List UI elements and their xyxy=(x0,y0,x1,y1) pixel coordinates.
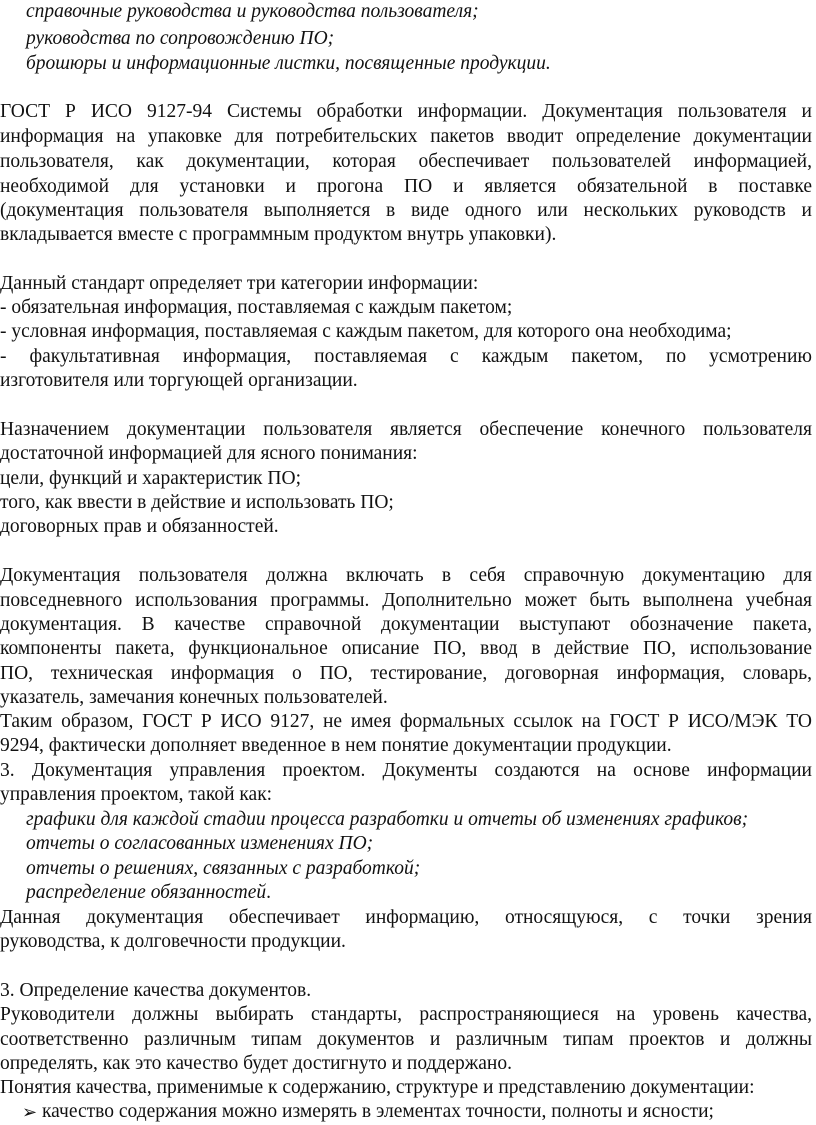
paragraph-line: (документация пользователя выполняется в виде одного или нескольких руководств и xyxy=(0,200,812,221)
list-item: - обязательная информация, поставляемая с каждым пакетом; xyxy=(0,297,513,318)
paragraph-line: повседневного использования программы. Дополнительно может быть выполнена учебная xyxy=(0,590,812,611)
paragraph-line: ГОСТ Р ИСО 9127-94 Системы обработки информации. Документация пользователя и xyxy=(0,101,812,122)
paragraph-line: Назначением документации пользователя является обеспечение конечного пользователя xyxy=(0,419,812,440)
list-item: - факультативная информация, поставляемая с каждым пакетом, по усмотрению xyxy=(0,346,812,367)
paragraph-line: 9294, фактически дополняет введенное в нем понятие документации продукции. xyxy=(0,735,672,756)
paragraph-line: документация. В качестве справочной документации выступают обозначение пакета, xyxy=(0,614,812,635)
list-item-period: . xyxy=(266,882,272,903)
paragraph-line: Таким образом, ГОСТ Р ИСО 9127, не имея формальных ссылок на ГОСТ Р ИСО/МЭК ТО xyxy=(0,711,812,732)
list-item: цели, функций и характеристик ПО; xyxy=(0,468,301,489)
paragraph-line: информация на упаковке для потребительских пакетов вводит определение документации xyxy=(0,126,812,147)
paragraph-line: изготовителя или торгующей организации. xyxy=(0,370,358,391)
paragraph-line: Руководители должны выбирать стандарты, распространяющиеся на уровень качества, xyxy=(0,1004,812,1025)
list-item: - условная информация, поставляемая с каждым пакетом, для которого она необходима; xyxy=(0,321,732,342)
list-item-text: распределение обязанностей xyxy=(26,882,267,903)
paragraph-line: соответственно различным типам документов и различным типам проектов и должны xyxy=(0,1029,812,1050)
list-item: справочные руководства и руководства пользователя; xyxy=(26,1,479,22)
list-item: договорных прав и обязанностей. xyxy=(0,516,279,537)
paragraph-line: 3. Документация управления проектом. Документы создаются на основе информации xyxy=(0,760,812,781)
paragraph-line: Документация пользователя должна включать в себя справочную документацию для xyxy=(0,565,812,586)
paragraph-line: необходимой для установки и прогона ПО и является обязательной в поставке xyxy=(0,176,812,197)
paragraph-line: компоненты пакета, функциональное описание ПО, ввод в действие ПО, использование xyxy=(0,638,812,659)
paragraph-line: управления проектом, такой как: xyxy=(0,784,273,805)
section-heading: 3. Определение качества документов. xyxy=(0,980,312,1001)
list-item: графики для каждой стадии процесса разработки и отчеты об изменениях графиков; xyxy=(26,809,749,830)
list-item: отчеты о согласованных изменениях ПО; xyxy=(26,833,374,854)
paragraph-line: Данный стандарт определяет три категории информации: xyxy=(0,273,479,294)
paragraph-line: ПО, техническая информация о ПО, тестирование, договорная информация, словарь, xyxy=(0,663,812,684)
paragraph-line: вкладывается вместе с программным продуктом внутрь упаковки). xyxy=(0,224,557,245)
paragraph-line: руководства, к долговечности продукции. xyxy=(0,931,346,952)
paragraph-line: достаточной информацией для ясного понимания: xyxy=(0,443,418,464)
list-item: брошюры и информационные листки, посвященные продукции. xyxy=(26,53,551,74)
paragraph-line: определять, как это качество будет достигнуто и поддержано. xyxy=(0,1053,512,1074)
list-item xyxy=(26,881,812,906)
paragraph-line: указатель, замечания конечных пользователей. xyxy=(0,687,388,708)
paragraph-line: Данная документация обеспечивает информацию, относящуюся, с точки зрения xyxy=(0,907,812,928)
list-item: отчеты о решениях, связанных с разработкой; xyxy=(26,858,421,879)
list-item: руководства по сопровождению ПО; xyxy=(26,28,335,49)
paragraph-line: пользователя, как документации, которая обеспечивает пользователей информацией, xyxy=(0,151,812,172)
paragraph-line: Понятия качества, применимые к содержанию, структуре и представлению документации: xyxy=(0,1077,755,1098)
list-item: того, как ввести в действие и использовать ПО; xyxy=(0,492,394,513)
bullet-item: ➢ качество содержания можно измерять в элементах точности, полноты и ясности; xyxy=(42,1100,812,1125)
